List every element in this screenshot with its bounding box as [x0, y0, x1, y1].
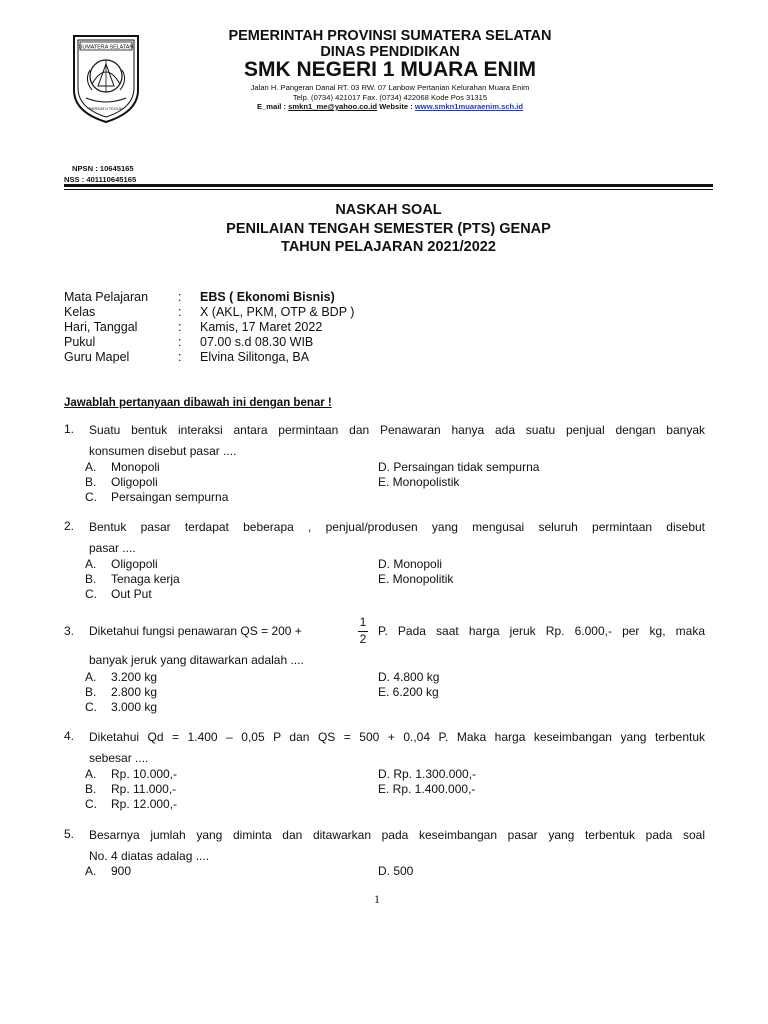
question-text-part-1: Diketahui fungsi penawaran QS = 200 +	[89, 624, 302, 638]
question-number: 1.	[64, 422, 75, 436]
info-value: Elvina Silitonga, BA	[200, 350, 310, 364]
email-link[interactable]: smkn1_me@yahoo.co.id	[288, 102, 378, 111]
info-separator: :	[178, 320, 182, 334]
question-line-1: Besarnya jumlah yang diminta dan ditawarkan pada keseimbangan pasar yang terbentuk pada soal	[89, 828, 705, 842]
info-key: Kelas	[64, 305, 96, 319]
info-separator: :	[178, 290, 182, 304]
question-number: 5.	[64, 827, 75, 841]
option-letter: A.	[85, 557, 97, 571]
option-d[interactable]: D. 500	[378, 864, 414, 878]
option-letter: A.	[85, 767, 97, 781]
option-d[interactable]: D. Monopoli	[378, 557, 443, 571]
info-key: Hari, Tanggal	[64, 320, 138, 334]
option-d[interactable]: D. Rp. 1.300.000,-	[378, 767, 477, 781]
page-number: 1	[374, 892, 380, 906]
letterhead-department: DINAS PENDIDIKAN	[320, 44, 460, 60]
option-text: Tenaga kerja	[111, 572, 180, 586]
option-text: 900	[111, 864, 132, 878]
info-value: Kamis, 17 Maret 2022	[200, 320, 323, 334]
question-text	[89, 420, 705, 462]
provincial-emblem-logo	[68, 30, 144, 126]
option-text: Oligopoli	[111, 557, 158, 571]
svg-text:SUMATERA SELATAN: SUMATERA SELATAN	[78, 44, 134, 51]
option-text: 2.800 kg	[111, 685, 158, 699]
info-key: Pukul	[64, 335, 96, 349]
letterhead-government: PEMERINTAH PROVINSI SUMATERA SELATAN	[228, 28, 552, 44]
nss-number: NSS : 401110645165	[64, 175, 137, 184]
svg-text:BERSATU TEGUH: BERSATU TEGUH	[89, 106, 123, 111]
option-d[interactable]: D. 4.800 kg	[378, 670, 440, 684]
question-line-2: konsumen disebut pasar ....	[89, 444, 237, 458]
info-key: Mata Pelajaran	[64, 290, 149, 304]
website-link[interactable]: www.smkn1muaraenim.sch.id	[414, 102, 524, 111]
letterhead-phone: Telp. (0734) 421017 Fax. (0734) 422068 Kode Pos 31315	[292, 93, 488, 102]
option-letter: B.	[85, 782, 97, 796]
letterhead-divider-thin	[64, 189, 713, 190]
question-text	[89, 727, 705, 769]
question-text-part-2: P. Pada saat harga jeruk Rp. 6.000,- per kg, maka	[378, 624, 705, 638]
letterhead-contact	[150, 102, 630, 111]
question-number: 2.	[64, 519, 75, 533]
letterhead-address: Jalan H. Pangeran Danal RT. 03 RW. 07 Lanbow Pertanian Kelurahan Muara Enim	[250, 83, 530, 92]
info-separator: :	[178, 350, 182, 364]
question-number: 3.	[64, 624, 75, 638]
option-text: 3.000 kg	[111, 700, 158, 714]
info-key: Guru Mapel	[64, 350, 130, 364]
option-text: Persaingan sempurna	[111, 490, 229, 504]
question-line-2: banyak jeruk yang ditawarkan adalah ....	[89, 653, 304, 667]
option-letter: C.	[85, 587, 97, 601]
info-separator: :	[178, 335, 182, 349]
option-d[interactable]: D. Persaingan tidak sempurna	[378, 460, 540, 474]
option-text: Oligopoli	[111, 475, 158, 489]
question-text	[89, 517, 705, 559]
option-e[interactable]: E. Monopolistik	[378, 475, 460, 489]
option-text: Monopoli	[111, 460, 160, 474]
question-line-2: sebesar ....	[89, 751, 149, 765]
title-academic-year: TAHUN PELAJARAN 2021/2022	[281, 239, 496, 255]
info-value: 07.00 s.d 08.30 WIB	[200, 335, 314, 349]
option-letter: A.	[85, 670, 97, 684]
letterhead-school-name: SMK NEGERI 1 MUARA ENIM	[243, 58, 537, 81]
option-letter: C.	[85, 797, 97, 811]
option-e[interactable]: E. Monopolitik	[378, 572, 454, 586]
question-line-2: pasar ....	[89, 541, 136, 555]
info-separator: :	[178, 305, 182, 319]
option-text: Out Put	[111, 587, 152, 601]
fraction-denominator: 2	[359, 632, 367, 646]
option-e[interactable]: E. Rp. 1.400.000,-	[378, 782, 476, 796]
question-line-1: Suatu bentuk interaksi antara permintaan dan Penawaran hanya ada suatu penjual dengan banyak	[89, 423, 705, 437]
option-letter: C.	[85, 490, 97, 504]
email-label: E_mail :	[256, 102, 289, 111]
option-letter: A.	[85, 460, 97, 474]
question-line-1: Diketahui Qd = 1.400 – 0,05 P dan QS = 500 + 0.,04 P. Maka harga keseimbangan yang terbentuk	[89, 730, 705, 744]
fraction-numerator: 1	[359, 615, 367, 629]
option-text: 3.200 kg	[111, 670, 158, 684]
option-e[interactable]: E. 6.200 kg	[378, 685, 439, 699]
option-letter: B.	[85, 475, 97, 489]
letterhead-divider-thick	[64, 184, 713, 187]
website-label: Website :	[377, 102, 415, 111]
instruction-text: Jawablah pertanyaan dibawah ini dengan benar !	[64, 397, 332, 409]
question-text	[89, 825, 705, 867]
title-naskah-soal: NASKAH SOAL	[335, 202, 442, 218]
option-text: Rp. 12.000,-	[111, 797, 178, 811]
info-value: X (AKL, PKM, OTP & BDP )	[200, 305, 355, 319]
npsn-number: NPSN : 10645165	[72, 164, 134, 173]
question-line-1: Bentuk pasar terdapat beberapa , penjual/produsen yang mengusai seluruh permintaan disebut	[89, 520, 705, 534]
title-exam-name: PENILAIAN TENGAH SEMESTER (PTS) GENAP	[226, 221, 551, 237]
question-number: 4.	[64, 729, 75, 743]
info-value: EBS ( Ekonomi Bisnis)	[200, 290, 335, 304]
option-letter: C.	[85, 700, 97, 714]
option-letter: B.	[85, 685, 97, 699]
option-text: Rp. 10.000,-	[111, 767, 178, 781]
option-text: Rp. 11.000,-	[111, 782, 177, 796]
option-letter: A.	[85, 864, 97, 878]
question-line-2: No. 4 diatas adalag ....	[89, 849, 210, 863]
option-letter: B.	[85, 572, 97, 586]
